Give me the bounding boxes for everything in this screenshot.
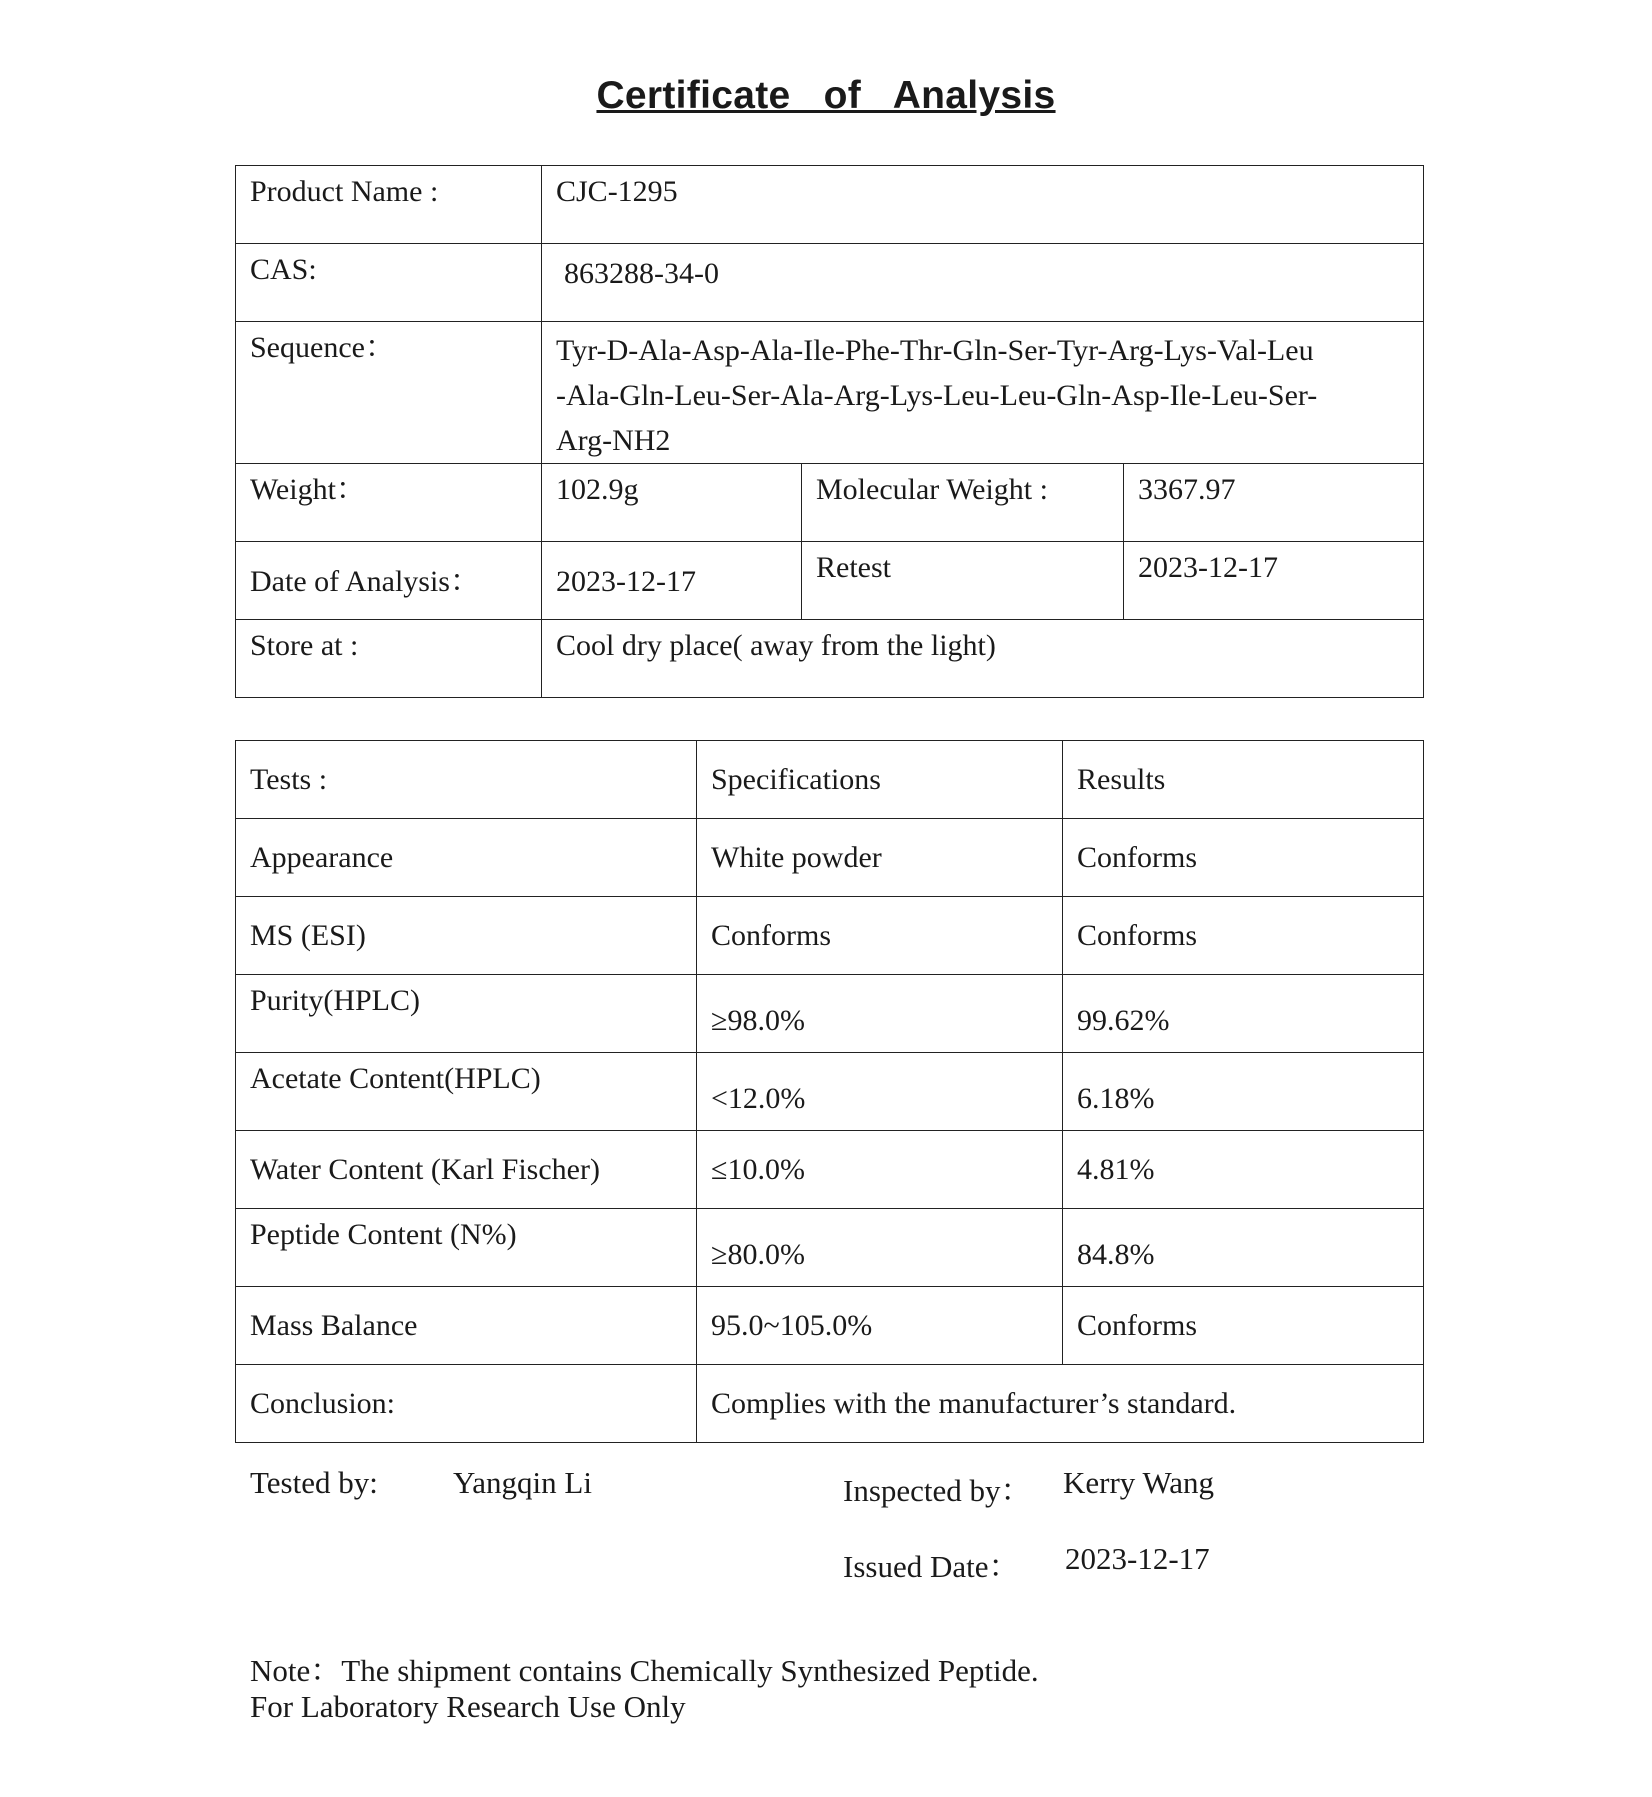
- test-spec: ≥98.0%: [697, 975, 1063, 1053]
- header-specifications: Specifications: [697, 741, 1063, 819]
- table-row: [236, 975, 1424, 1053]
- molecular-weight-label: Molecular Weight :: [802, 464, 1124, 542]
- info-row-product-name: [236, 166, 1424, 244]
- info-row-cas: [236, 244, 1424, 322]
- test-name: Peptide Content (N%): [236, 1209, 697, 1287]
- note-line-1: Note：The shipment contains Chemically Synthesized Peptide.: [250, 1653, 1039, 1688]
- test-result: Conforms: [1063, 1287, 1424, 1365]
- test-result: Conforms: [1063, 819, 1424, 897]
- info-row-sequence: [236, 322, 1424, 464]
- test-name: Mass Balance: [236, 1287, 697, 1365]
- store-value: Cool dry place( away from the light): [542, 620, 1424, 698]
- note-line-2: For Laboratory Research Use Only: [250, 1689, 686, 1724]
- inspected-by-value: Kerry Wang: [1063, 1465, 1215, 1500]
- header-results: Results: [1063, 741, 1424, 819]
- info-row-date: [236, 542, 1424, 620]
- conclusion-label: Conclusion:: [236, 1365, 697, 1443]
- sequence-label: Sequence：: [236, 322, 542, 464]
- issued-date-label: Issued Date：: [843, 1549, 1020, 1584]
- weight-label: Weight：: [236, 464, 542, 542]
- date-of-analysis-value: 2023-12-17: [542, 542, 802, 620]
- test-result: 99.62%: [1063, 975, 1424, 1053]
- test-spec: 95.0~105.0%: [697, 1287, 1063, 1365]
- tests-header-row: [236, 741, 1424, 819]
- info-row-store: [236, 620, 1424, 698]
- conclusion-value: Complies with the manufacturer’s standard.: [697, 1365, 1424, 1443]
- table-row: [236, 1287, 1424, 1365]
- info-row-weight: [236, 464, 1424, 542]
- issued-date-value: 2023-12-17: [1065, 1541, 1210, 1576]
- sequence-value: [542, 322, 1424, 464]
- test-spec: Conforms: [697, 897, 1063, 975]
- sequence-line-2: -Ala-Gln-Leu-Ser-Ala-Arg-Lys-Leu-Leu-Gln-Asp-Ile-Leu-Ser-: [556, 379, 1318, 412]
- table-row: [236, 1053, 1424, 1131]
- test-name: Acetate Content(HPLC): [236, 1053, 697, 1131]
- test-name: MS (ESI): [236, 897, 697, 975]
- test-name: Purity(HPLC): [236, 975, 697, 1053]
- sequence-line-1: Tyr-D-Ala-Asp-Ala-Ile-Phe-Thr-Gln-Ser-Tyr-Arg-Lys-Val-Leu: [556, 334, 1314, 367]
- conclusion-row: [236, 1365, 1424, 1443]
- table-row: [236, 1209, 1424, 1287]
- test-spec: <12.0%: [697, 1053, 1063, 1131]
- weight-value: 102.9g: [542, 464, 802, 542]
- test-spec: White powder: [697, 819, 1063, 897]
- product-info-table: [235, 165, 1424, 698]
- retest-value: 2023-12-17: [1124, 542, 1424, 620]
- tests-table: [235, 740, 1424, 1443]
- document-title: Certificate of Analysis: [596, 74, 1056, 117]
- tested-by-label: Tested by:: [250, 1465, 378, 1500]
- cas-value: 863288-34-0: [542, 244, 1424, 322]
- test-result: 4.81%: [1063, 1131, 1424, 1209]
- test-spec: ≥80.0%: [697, 1209, 1063, 1287]
- sequence-line-3: Arg-NH2: [556, 424, 671, 457]
- date-of-analysis-label: Date of Analysis：: [236, 542, 542, 620]
- table-row: [236, 1131, 1424, 1209]
- molecular-weight-value: 3367.97: [1124, 464, 1424, 542]
- product-name-label: Product Name :: [236, 166, 542, 244]
- test-result: 6.18%: [1063, 1053, 1424, 1131]
- test-result: 84.8%: [1063, 1209, 1424, 1287]
- tested-by-value: Yangqin Li: [453, 1465, 592, 1500]
- retest-label: Retest: [802, 542, 1124, 620]
- test-spec: ≤10.0%: [697, 1131, 1063, 1209]
- product-name-value: CJC-1295: [542, 166, 1424, 244]
- table-row: [236, 819, 1424, 897]
- inspected-by-label: Inspected by：: [843, 1473, 1032, 1508]
- test-result: Conforms: [1063, 897, 1424, 975]
- test-name: Appearance: [236, 819, 697, 897]
- test-name: Water Content (Karl Fischer): [236, 1131, 697, 1209]
- store-label: Store at :: [236, 620, 542, 698]
- cas-label: CAS:: [236, 244, 542, 322]
- table-row: [236, 897, 1424, 975]
- header-tests: Tests :: [236, 741, 697, 819]
